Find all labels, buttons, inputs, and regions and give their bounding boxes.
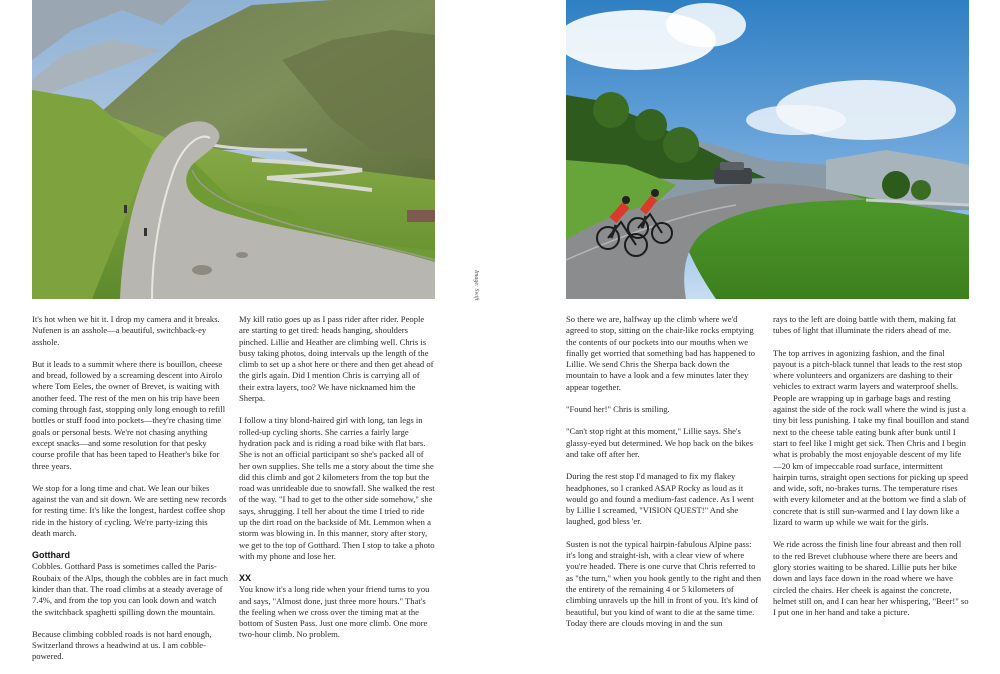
paragraph: My kill ratio goes up as I pass rider after rider. People are starting to get tired: heads hanging, shoulders pinched. Lillie and Heather are climbing well. Chris is busy taking photos, doing intervals up the length of the climb to set up a shot here or there and then get ahead of the girls again. Did I mention Chris is carrying all of their extra layers, too? We have nicknamed him the Sherpa. xyxy=(239,314,434,404)
article-column-2 xyxy=(239,314,435,652)
paragraph: But it leads to a summit where there is bouillon, cheese and bread, followed by a screaming descent into Airolo where Tom Eeles, the owner of Brevet, is waiting with another feed. The rest of the men on his trip have been coming through fast, stopping only long enough to refill bottles or stuff food into pockets—they're chasing time goals or personal bests. We're not chasing anything except snacks—and some resolution for that pesky course profile that has been taped to Heather's bike for three years. xyxy=(32,358,226,471)
paragraph: Because climbing cobbled roads is not hard enough, Switzerland throws a headwind at us. I am cobble-powered. xyxy=(32,628,212,662)
paragraph: It's hot when we hit it. I drop my camera and it breaks. Nufenen is an asshole—a beautiful, switchback-ey asshole. xyxy=(32,314,220,347)
paragraph: "Found her!" Chris is smiling. xyxy=(566,404,670,415)
paragraph: I follow a tiny blond-haired girl with long, tan legs in rolled-up cycling shorts. She carries a fairly large hydration pack and is riding a road bike with flat bars. She is not an official participant so she's packed all of her own supplies. She tells me a story about the time she did this climb and got 2 kilometers from the top but the road was unrideable due to snowfall. She walked the rest of the way. "I had to get to the other side somehow," she says, shrugging. I tell her about the time I tried to ride up the dirt road on the backside of Mt. Lemmon when a storm was blowing in. In this manner, story after story, we get to the top of Gotthard. Then I stop to take a photo with my phone and lose her. xyxy=(239,415,435,561)
paragraph: "Can't stop right at this moment," Lillie says. She's glassy-eyed but determined. We hop back on the bikes and take off after her. xyxy=(566,426,753,459)
paragraph: We ride across the finish line four abreast and then roll to the red Brevet clubhouse where there are beers and glory stories waiting to be shared. Lillie puts her bike down and lays face down in the road where we have circled the chairs. Her cheek is against the concrete, helmet still on, and I can hear her whispering, "Beer!" so I put one in her hand and take a picture. xyxy=(773,539,969,618)
paragraph: So there we are, halfway up the climb where we'd agreed to stop, sitting on the chair-like rocks emptying the contents of our pockets into our mouths when we finally get worried that something bad has happened to Lillie. We send Chris the Sherpa back down the mountain to have a look and a few minutes later they appear together. xyxy=(566,314,756,392)
paragraph: Cobbles. Gotthard Pass is sometimes called the Paris-Roubaix of the Alps, though the cobbles are in fact much kinder than that. The road climbs at a steady average of 7.4%, and from the top you can look down and watch the switchback spaghetti spilling down the mountain. xyxy=(32,561,228,617)
section-heading: XX xyxy=(239,573,252,584)
paragraph: You know it's a long ride when your friend turns to you and says, "Almost done, just three more hours." That's the feeling when we cross over the timing mat at the bottom of Susten Pass. Just one more climb. One more two-hour climb. No problem. xyxy=(239,584,430,640)
paragraph: We stop for a long time and chat. We lean our bikes against the van and sit down. We are setting new records for resting time. It's like the longest, hardest coffee shop ride in the history of cycling. We're party-izing this death march. xyxy=(32,482,227,539)
section-heading: Gotthard xyxy=(32,550,70,561)
article-column-1 xyxy=(32,314,228,674)
article-column-3 xyxy=(566,314,762,640)
paragraph: During the rest stop I'd managed to fix my flakey headphones, so I cranked A$AP Rocky as loud as it would go and found a medium-fast cadence. As I went by Lillie I screamed, "VISION QUEST!" And she laughed, god bless 'er. xyxy=(566,471,754,527)
paragraph: Susten is not the typical hairpin-fabulous Alpine pass: it's long and straight-ish, with a clear view of where you're headed. There is one curve that Chris referred to as "the turn," when you hook gently to the right and then the entirety of the remaining 4 or 5 kilometers of climbing unravels up the hill in front of you. It's kind of beautiful, but you kind of want to die at the same time. Today there are clouds moving in and the sun xyxy=(566,538,762,628)
alpine-switchback-photo xyxy=(32,0,435,299)
paragraph: rays to the left are doing battle with them, making fat tubes of light that illuminate the riders ahead of me. xyxy=(773,314,957,336)
photo-credit: Image: Swift xyxy=(473,270,479,301)
article-column-4 xyxy=(773,314,969,629)
paragraph: The top arrives in agonizing fashion, and the final payout is a pitch-black tunnel that leads to the rest stop where volunteers and organizers are dashing to their vehicles to extract warm layers and waterproof shells. People are wrapping up in garbage bags and resting against the side of the rock wall where the wind is just a tiny bit less punishing. I take my final bouillon and stand next to the cheese table eating bunk after bunk until I start to feel like I might get sick. Then Chris and I begin what is probably the most enjoyable descent of my life—20 km of impeccable road surface, intermittent hairpin turns, straight open sections for picking up speed and wide, soft, no-brakes turns. The temperature rises with every kilometer and at the bottom we find a slab of concrete that is still sun-warmed and I lay down like a lizard to warm up while we wait for the girls. xyxy=(773,347,969,528)
cyclists-descent-photo xyxy=(566,0,969,299)
